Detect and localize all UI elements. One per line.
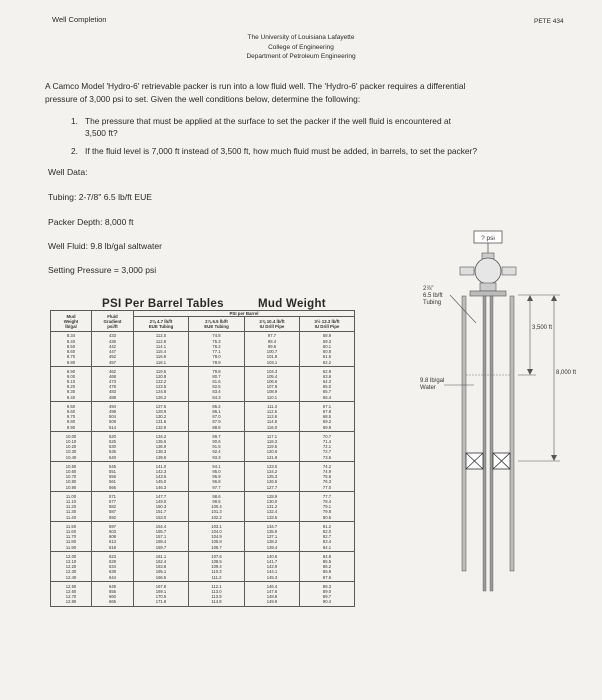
table-row bbox=[51, 432, 355, 462]
tubing-size: 2⅞" bbox=[423, 286, 434, 292]
tubing-weight: 6.5 lb/ft bbox=[423, 293, 443, 299]
question-1 bbox=[71, 115, 571, 139]
cell-mud-weight: 12.00 12.10 12.20 12.30 12.40 bbox=[51, 552, 92, 582]
cell-drill-pipe-3-5: 81.2 82.0 82.7 83.4 84.1 bbox=[300, 522, 355, 552]
cell-tubing-2-375: 119.5 120.8 122.2 123.5 124.8 126.2 bbox=[134, 367, 189, 402]
cell-tubing-2-875: 112.1 113.0 113.9 114.8 bbox=[189, 582, 245, 607]
tubing-label bbox=[423, 286, 443, 307]
cell-tubing-2-375: 161.1 162.4 163.8 165.1 166.5 bbox=[134, 552, 189, 582]
cell-mud-weight: 12.50 12.60 12.70 12.80 bbox=[51, 582, 92, 607]
fluid-label bbox=[420, 378, 444, 392]
cell-drill-pipe-2-875: 111.3 112.5 113.6 114.8 116.0 bbox=[245, 402, 300, 432]
cell-fluid-gradient: 649 655 660 665 bbox=[92, 582, 134, 607]
header-mud-weight: Mud Weight lb/gal bbox=[51, 311, 92, 332]
cell-tubing-2-875: 98.6 99.5 100.4 101.3 102.2 bbox=[189, 492, 245, 522]
cell-drill-pipe-2-875: 97.7 98.4 99.6 100.7 101.9 103.1 bbox=[245, 332, 300, 367]
university-name: The University of Louisiana Lafayette bbox=[247, 34, 355, 41]
cell-tubing-2-375: 154.4 155.7 157.1 158.4 159.7 bbox=[134, 522, 189, 552]
casing-right bbox=[510, 296, 514, 571]
dimension-3500 bbox=[518, 295, 536, 375]
fluid-type: Water bbox=[420, 385, 436, 391]
well-data-tubing: Tubing: 2-7/8" 6.5 lb/ft EUE bbox=[48, 192, 153, 202]
header-psi-per-barrel: PSI per Barrel bbox=[134, 311, 355, 317]
cell-tubing-2-875: 94.1 95.0 95.9 96.8 97.7 bbox=[189, 462, 245, 492]
cell-drill-pipe-3-5: 70.7 71.4 72.1 72.7 73.5 bbox=[300, 432, 355, 462]
cell-drill-pipe-2-875: 140.6 141.7 142.9 144.1 145.3 bbox=[245, 552, 300, 582]
cell-fluid-gradient: 623 629 634 639 644 bbox=[92, 552, 134, 582]
table-row bbox=[51, 492, 355, 522]
table-row bbox=[51, 462, 355, 492]
cell-tubing-2-375: 147.7 149.0 150.3 151.7 153.0 bbox=[134, 492, 189, 522]
tubing-left bbox=[483, 296, 486, 591]
packer-icon bbox=[466, 453, 510, 469]
cell-drill-pipe-3-5: 67.1 67.8 68.5 69.2 69.9 bbox=[300, 402, 355, 432]
cell-drill-pipe-3-5: 84.8 85.5 86.2 86.9 87.6 bbox=[300, 552, 355, 582]
fluid-weight: 9.8 lb/gal bbox=[420, 378, 445, 384]
header-drill-pipe-3-5: 3½ 13.3 lb/ft IU Drill Pipe bbox=[300, 317, 355, 332]
cell-mud-weight: 11.50 11.60 11.70 11.80 11.90 bbox=[51, 522, 92, 552]
cell-fluid-gradient: 433 436 442 447 452 457 bbox=[92, 332, 134, 367]
problem-intro bbox=[45, 80, 565, 106]
cell-fluid-gradient: 571 577 582 587 592 bbox=[92, 492, 134, 522]
course-title: Well Completion bbox=[52, 15, 107, 24]
well-data-packer-depth: Packer Depth: 8,000 ft bbox=[48, 217, 134, 227]
wellhead-icon bbox=[460, 253, 516, 296]
well-data-heading: Well Data: bbox=[48, 167, 88, 177]
cell-tubing-2-375: 112.0 112.8 114.1 115.4 116.8 118.1 bbox=[134, 332, 189, 367]
question-1-number: 1. bbox=[71, 116, 78, 126]
intro-line-1: A Camco Model 'Hydro-6' retrievable packer is run into a low fluid well. The 'Hydro-6' packer requires a differential bbox=[45, 81, 466, 91]
cell-drill-pipe-2-875: 104.3 105.4 106.6 107.8 108.9 110.1 bbox=[245, 367, 300, 402]
depth-3500-label: 3,500 ft bbox=[532, 325, 553, 331]
cell-mud-weight: 10.50 10.60 10.70 10.80 10.90 bbox=[51, 462, 92, 492]
cell-mud-weight: 9.50 9.60 9.70 9.80 9.90 bbox=[51, 402, 92, 432]
table-row bbox=[51, 582, 355, 607]
cell-tubing-2-375: 167.8 169.1 170.5 171.8 bbox=[134, 582, 189, 607]
question-2-text: If the fluid level is 7,000 ft instead of 3,500 ft, how much fluid must be added, in barrels, to set the packer? bbox=[85, 146, 477, 156]
cell-fluid-gradient: 462 468 473 478 483 488 bbox=[92, 367, 134, 402]
header-drill-pipe-2-875: 2⅞ 10.4 lb/ft IU Drill Pipe bbox=[245, 317, 300, 332]
institution-block bbox=[0, 33, 602, 62]
question-2 bbox=[71, 145, 571, 157]
tubing-right bbox=[490, 296, 493, 591]
question-2-number: 2. bbox=[71, 146, 78, 156]
cell-fluid-gradient: 597 603 608 613 618 bbox=[92, 522, 134, 552]
well-data-fluid: Well Fluid: 9.8 lb/gal saltwater bbox=[48, 241, 162, 251]
college-name: College of Engineering bbox=[268, 43, 334, 51]
table-row bbox=[51, 552, 355, 582]
course-code: PETE 434 bbox=[534, 18, 564, 25]
cell-tubing-2-875: 107.6 108.5 109.4 110.3 111.2 bbox=[189, 552, 245, 582]
cell-tubing-2-875: 89.7 90.6 91.5 92.4 93.3 bbox=[189, 432, 245, 462]
header-tubing-2-875: 2⅞ 6.5 lb/ft EUE Tubing bbox=[189, 317, 245, 332]
question-1-line-1: The pressure that must be applied at the surface to set the packer if the well fluid is encountered at bbox=[85, 116, 451, 126]
table-row bbox=[51, 522, 355, 552]
department-name: Department of Petroleum Engineering bbox=[246, 53, 356, 60]
cell-tubing-2-875: 103.1 104.0 104.9 105.8 106.7 bbox=[189, 522, 245, 552]
table-row bbox=[51, 367, 355, 402]
cell-fluid-gradient: 494 499 504 509 514 bbox=[92, 402, 134, 432]
cell-drill-pipe-2-875: 123.0 124.2 125.3 126.5 127.7 bbox=[245, 462, 300, 492]
cell-drill-pipe-3-5: 88.3 89.0 89.7 90.4 bbox=[300, 582, 355, 607]
cell-tubing-2-375: 134.2 135.6 136.9 138.3 139.6 bbox=[134, 432, 189, 462]
cell-mud-weight: 11.00 11.10 11.20 11.30 11.40 bbox=[51, 492, 92, 522]
table-row bbox=[51, 402, 355, 432]
cell-drill-pipe-2-875: 128.9 130.0 131.2 132.4 133.5 bbox=[245, 492, 300, 522]
cell-tubing-2-875: 85.2 86.1 87.0 87.9 88.8 bbox=[189, 402, 245, 432]
cell-drill-pipe-2-875: 146.4 147.6 148.8 149.9 bbox=[245, 582, 300, 607]
cell-tubing-2-875: 74.8 75.3 76.2 77.1 78.0 78.9 bbox=[189, 332, 245, 367]
cell-drill-pipe-3-5: 74.2 74.9 75.6 76.3 77.0 bbox=[300, 462, 355, 492]
cell-drill-pipe-3-5: 58.9 59.3 60.1 60.8 61.5 62.2 bbox=[300, 332, 355, 367]
cell-fluid-gradient: 520 525 530 535 540 bbox=[92, 432, 134, 462]
cell-mud-weight: 8.90 9.00 9.10 9.20 9.30 9.40 bbox=[51, 367, 92, 402]
depth-8000-label: 8,000 ft bbox=[556, 370, 577, 376]
casing-left bbox=[462, 296, 466, 571]
cell-tubing-2-875: 79.8 80.7 81.6 82.5 83.4 84.3 bbox=[189, 367, 245, 402]
psi-per-barrel-table bbox=[50, 310, 355, 607]
cell-mud-weight: 8.34 8.40 8.50 8.60 8.70 8.80 bbox=[51, 332, 92, 367]
cell-drill-pipe-3-5: 77.7 78.4 79.1 79.8 80.5 bbox=[300, 492, 355, 522]
cell-fluid-gradient: 545 551 556 561 566 bbox=[92, 462, 134, 492]
table-title-mud-weight: Mud Weight bbox=[258, 298, 326, 310]
cell-tubing-2-375: 141.0 142.3 143.6 145.0 146.3 bbox=[134, 462, 189, 492]
dimension-8000 bbox=[518, 295, 560, 461]
cell-mud-weight: 10.00 10.10 10.20 10.30 10.40 bbox=[51, 432, 92, 462]
pressure-label: ? psi bbox=[481, 235, 495, 242]
header-tubing-2-375: 2⅜ 4.7 lb/ft EUE Tubing bbox=[134, 317, 189, 332]
header-fluid-gradient: Fluid Gradient psi/ft bbox=[92, 311, 134, 332]
tubing-word: Tubing bbox=[423, 300, 442, 306]
cell-drill-pipe-2-875: 134.7 135.9 137.1 138.2 139.4 bbox=[245, 522, 300, 552]
cell-tubing-2-375: 127.5 128.9 130.2 131.6 132.9 bbox=[134, 402, 189, 432]
cell-drill-pipe-2-875: 117.1 118.3 119.5 120.6 121.8 bbox=[245, 432, 300, 462]
table-title: PSI Per Barrel Tables bbox=[102, 298, 224, 310]
table-row bbox=[51, 332, 355, 367]
question-1-line-2: 3,500 ft? bbox=[85, 128, 118, 138]
intro-line-2: pressure of 3,000 psi to set. Given the well conditions below, determine the following: bbox=[45, 94, 361, 104]
well-data-setting-pressure: Setting Pressure = 3,000 psi bbox=[48, 265, 157, 275]
cell-drill-pipe-3-5: 62.9 63.6 64.3 65.0 65.7 66.4 bbox=[300, 367, 355, 402]
